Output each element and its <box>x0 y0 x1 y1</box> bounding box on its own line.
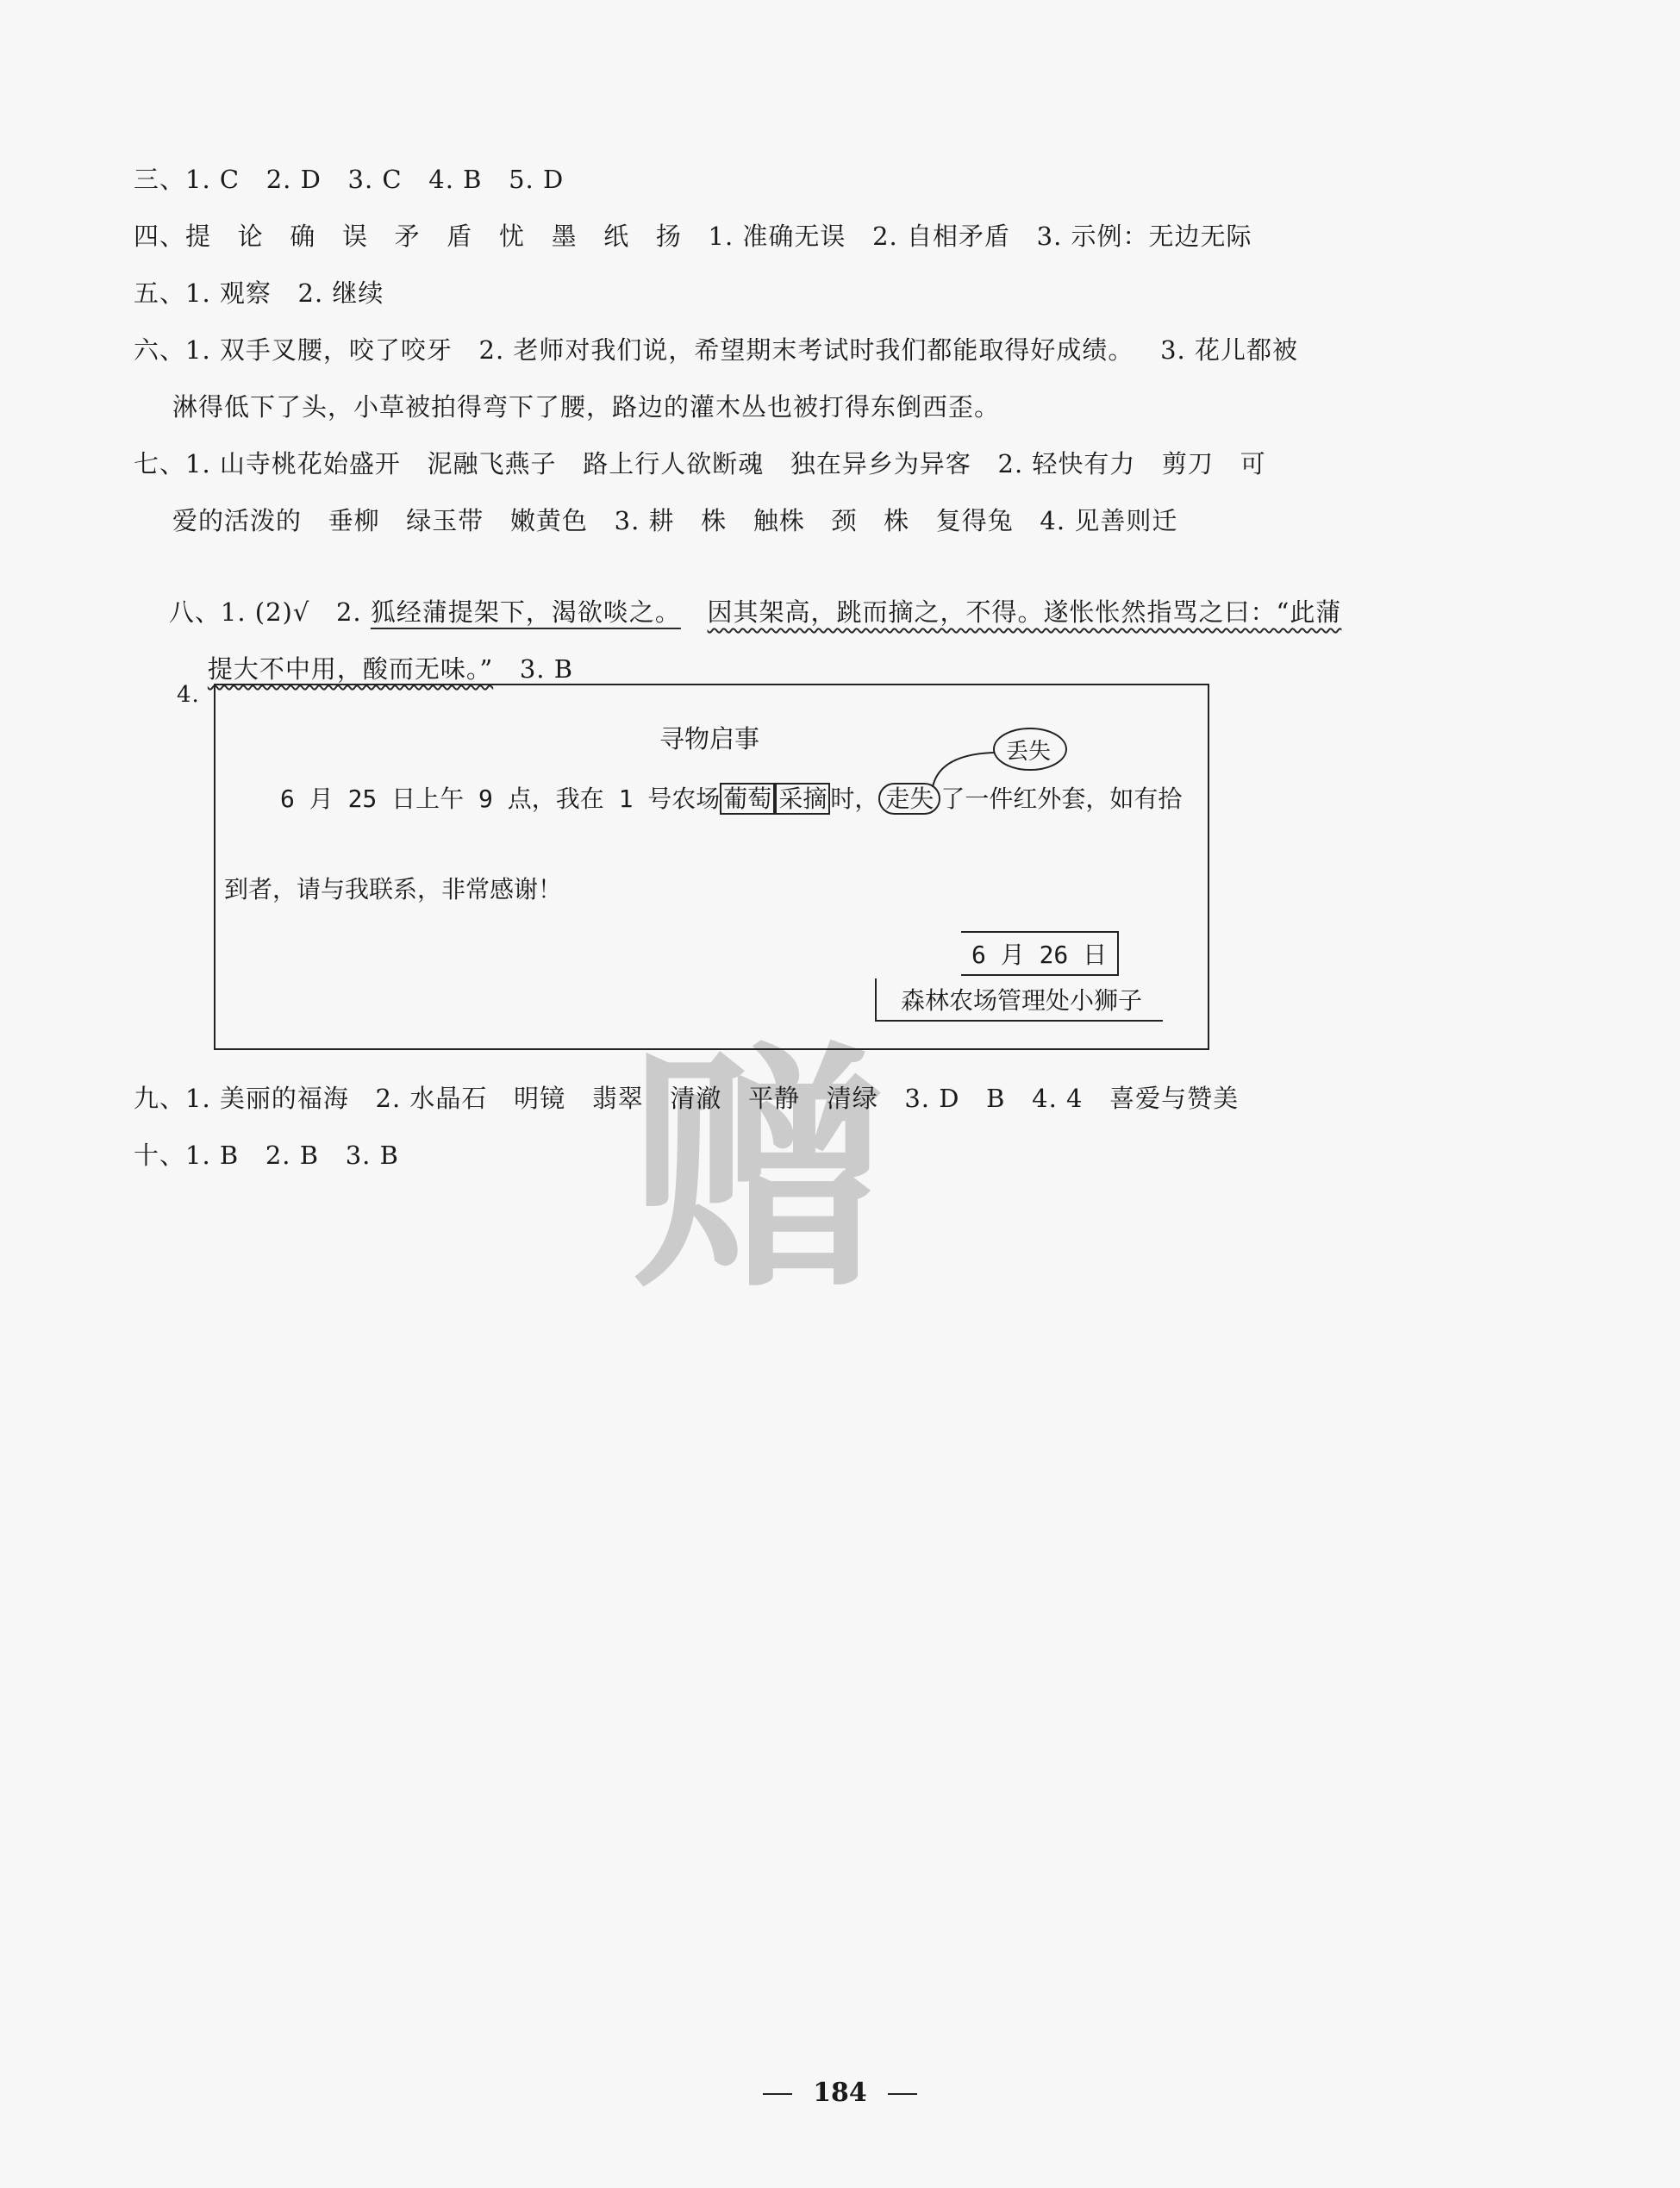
answer-line-5: 五、1. 观察 2. 继续 <box>134 278 384 308</box>
page-number-dash-right <box>888 2093 917 2095</box>
watermark: 赠 <box>629 1022 888 1322</box>
circled-word: 走失 <box>878 783 940 815</box>
answer-line-9: 九、1. 美丽的福海 2. 水晶石 明镜 翡翠 清澈 平静 清绿 3. D B 4. 4 喜爱与赞美 <box>134 1084 1240 1113</box>
notice-annotation: 丢失 <box>1006 739 1052 765</box>
answer-line-7-cont: 爱的活泼的 垂柳 绿玉带 嫩黄色 3. 耕 株 触株 颈 株 复得兔 4. 见善则迁 <box>172 506 1178 535</box>
page-number-dash-left <box>763 2093 792 2095</box>
answer-line-10: 十、1. B 2. B 3. B <box>134 1141 399 1170</box>
answer-8-suffix: 3. B <box>493 654 574 684</box>
answer-line-7: 七、1. 山寺桃花始盛开 泥融飞燕子 路上行人欲断魂 独在异乡为异客 2. 轻快有力 剪刀 可 <box>134 449 1266 478</box>
boxed-word-pick: 采摘 <box>775 783 830 815</box>
answer-line-4: 四、提 论 确 误 矛 盾 忧 墨 纸 扬 1. 准确无误 2. 自相矛盾 3. 示例：无边无际 <box>134 222 1252 251</box>
answer-8-prefix: 八、1. (2)√ 2. <box>168 597 371 627</box>
answer-8-underlined-sentence: 狐经蒲提架下，渴欲啖之。 <box>370 597 681 627</box>
page-number: 184 <box>0 2078 1680 2108</box>
answer-line-6: 六、1. 双手叉腰，咬了咬牙 2. 老师对我们说，希望期末考试时我们都能取得好成绩。 3. 花儿都被 <box>134 335 1298 365</box>
notice-signature: 森林农场管理处小狮子 <box>875 978 1163 1022</box>
notice-date: 6 月 26 日 <box>961 931 1119 976</box>
answer-line-6-cont: 淋得低下了头，小草被拍得弯下了腰，路边的灌木丛也被打得东倒西歪。 <box>172 392 1001 422</box>
item-4-label: 4. <box>177 682 200 708</box>
answer-line-3: 三、1. C 2. D 3. C 4. B 5. D <box>134 165 565 194</box>
notice-body-line-1: 6 月 25 日上午 9 点，我在 1 号农场 葡萄 采摘 时， 走失 了一件红外套，如有拾 <box>280 785 1183 813</box>
answer-8-wavy-sentence: 因其架高，跳而摘之，不得。遂怅怅然指骂之曰：“此蒲 <box>707 597 1342 627</box>
notice-title: 寻物启事 <box>659 724 760 753</box>
boxed-word-grape: 葡萄 <box>720 783 775 815</box>
notice-body-line-2: 到者，请与我联系，非常感谢！ <box>224 875 563 903</box>
lost-notice-box <box>214 684 1209 1050</box>
answer-8-wavy-sentence-cont: 提大不中用，酸而无味。” <box>207 654 494 684</box>
